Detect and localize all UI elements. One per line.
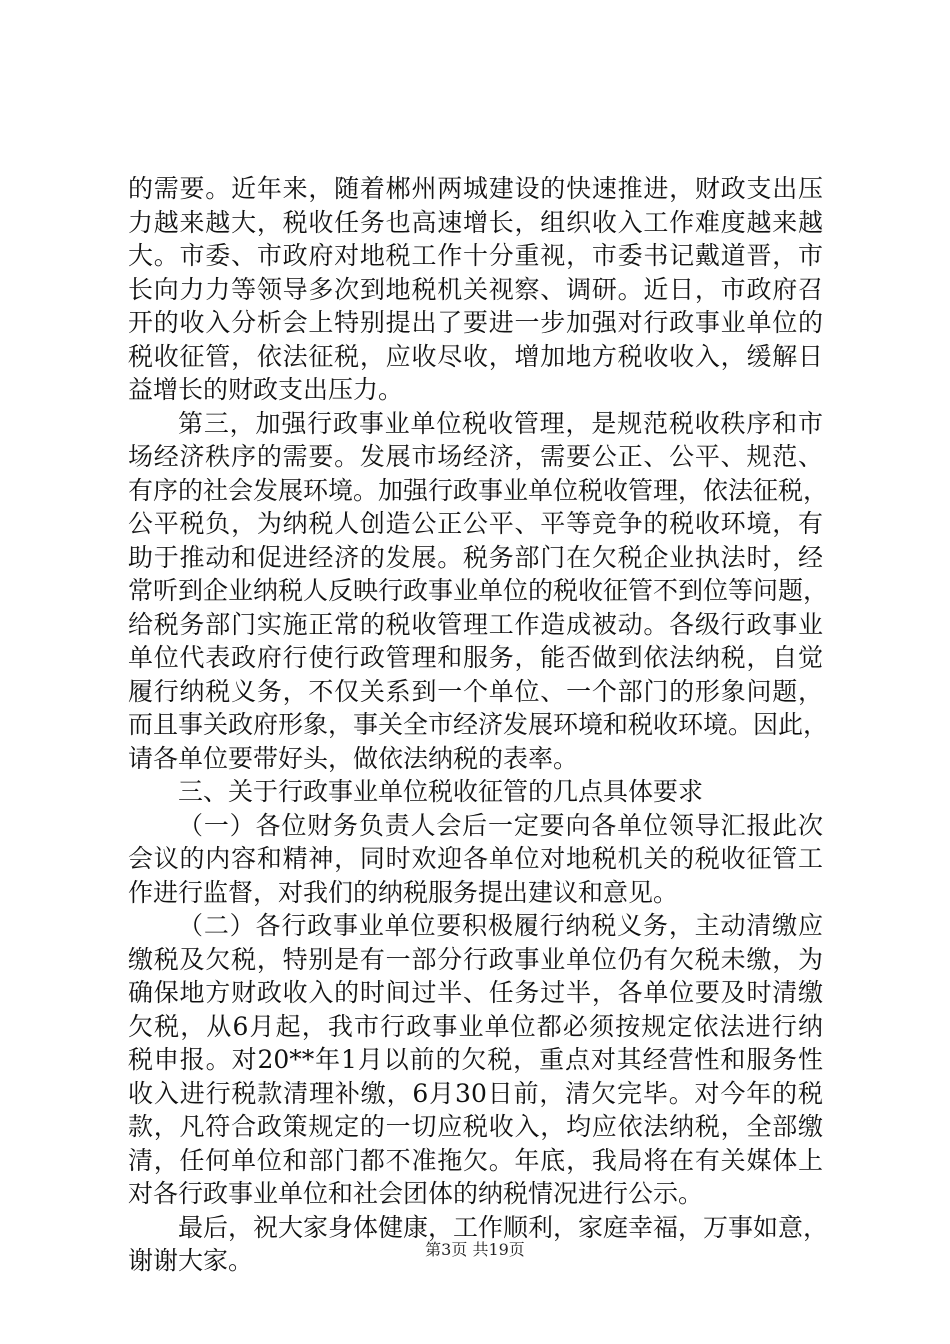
text-line: 履行纳税义务，不仅关系到一个单位、一个部门的形象问题， [128, 676, 823, 706]
text-line: 而且事关政府形象，事关全市经济发展环境和税收环境。因此， [128, 710, 829, 739]
text-line: 第三，加强行政事业单位税收管理，是规范税收秩序和市 [178, 408, 823, 438]
text-line: 常听到企业纳税人反映行政事业单位的税收征管不到位等问题， [128, 576, 829, 605]
text-line: 场经济秩序的需要。发展市场经济，需要公正、公平、规范、 [128, 442, 823, 471]
text-line: 谢谢大家。 [128, 1246, 254, 1275]
text-line: 三、关于行政事业单位税收征管的几点具体要求 [178, 777, 704, 806]
text-line: 款，凡符合政策规定的一切应税收入，均应依法纳税，全部缴 [128, 1112, 823, 1141]
text-line: 收入进行税款清理补缴，6月30日前，清欠完毕。对今年的税 [128, 1078, 823, 1108]
text-line: 长向力力等领导多次到地税机关视察、调研。近日，市政府召 [128, 274, 823, 304]
text-line: 力越来越大，税收任务也高速增长，组织收入工作难度越来越 [128, 207, 823, 237]
text-line: 税收征管，依法征税，应收尽收，增加地方税收收入，缓解日 [128, 341, 823, 371]
text-line: 给税务部门实施正常的税收管理工作造成被动。各级行政事业 [128, 609, 823, 639]
text-line: 开的收入分析会上特别提出了要进一步加强对行政事业单位的 [128, 308, 823, 337]
text-line: 公平税负，为纳税人创造公正公平、平等竞争的税收环境，有 [128, 509, 823, 538]
text-line: 清，任何单位和部门都不准拖欠。年底，我局将在有关媒体上 [128, 1145, 823, 1175]
text-line: 单位代表政府行使行政管理和服务，能否做到依法纳税，自觉 [128, 643, 823, 672]
text-line: 作进行监督，对我们的纳税服务提出建议和意见。 [128, 877, 679, 907]
text-line: 有序的社会发展环境。加强行政事业单位税收管理，依法征税， [128, 475, 829, 505]
page-number: 第3页 共19页 [425, 1240, 525, 1259]
text-line: 税申报。对20**年1月以前的欠税，重点对其经营性和服务性 [128, 1045, 823, 1074]
text-line: 确保地方财政收入的时间过半、任务过半，各单位要及时清缴 [128, 978, 823, 1007]
text-line: 的需要。近年来，随着郴州两城建设的快速推进，财政支出压 [128, 174, 823, 203]
text-line: 欠税，从6月起，我市行政事业单位都必须按规定依法进行纳 [128, 1011, 823, 1041]
text-line: 缴税及欠税，特别是有一部分行政事业单位仍有欠税未缴，为 [128, 944, 823, 974]
text-line: 最后，祝大家身体健康，工作顺利，家庭幸福，万事如意， [178, 1212, 829, 1242]
text-line: （一）各位财务负责人会后一定要向各单位领导汇报此次 [178, 810, 823, 840]
text-line: 请各单位要带好头，做依法纳税的表率。 [128, 743, 579, 773]
text-line: 大。市委、市政府对地税工作十分重视，市委书记戴道晋，市 [128, 241, 823, 270]
text-line: 会议的内容和精神，同时欢迎各单位对地税机关的税收征管工 [128, 844, 823, 873]
text-line: 益增长的财政支出压力。 [128, 375, 404, 404]
text-line: 对各行政事业单位和社会团体的纳税情况进行公示。 [128, 1179, 704, 1208]
text-line: （二）各行政事业单位要积极履行纳税义务，主动清缴应 [178, 911, 823, 940]
text-line: 助于推动和促进经济的发展。税务部门在欠税企业执法时，经 [128, 542, 823, 572]
document-body [128, 172, 829, 1278]
